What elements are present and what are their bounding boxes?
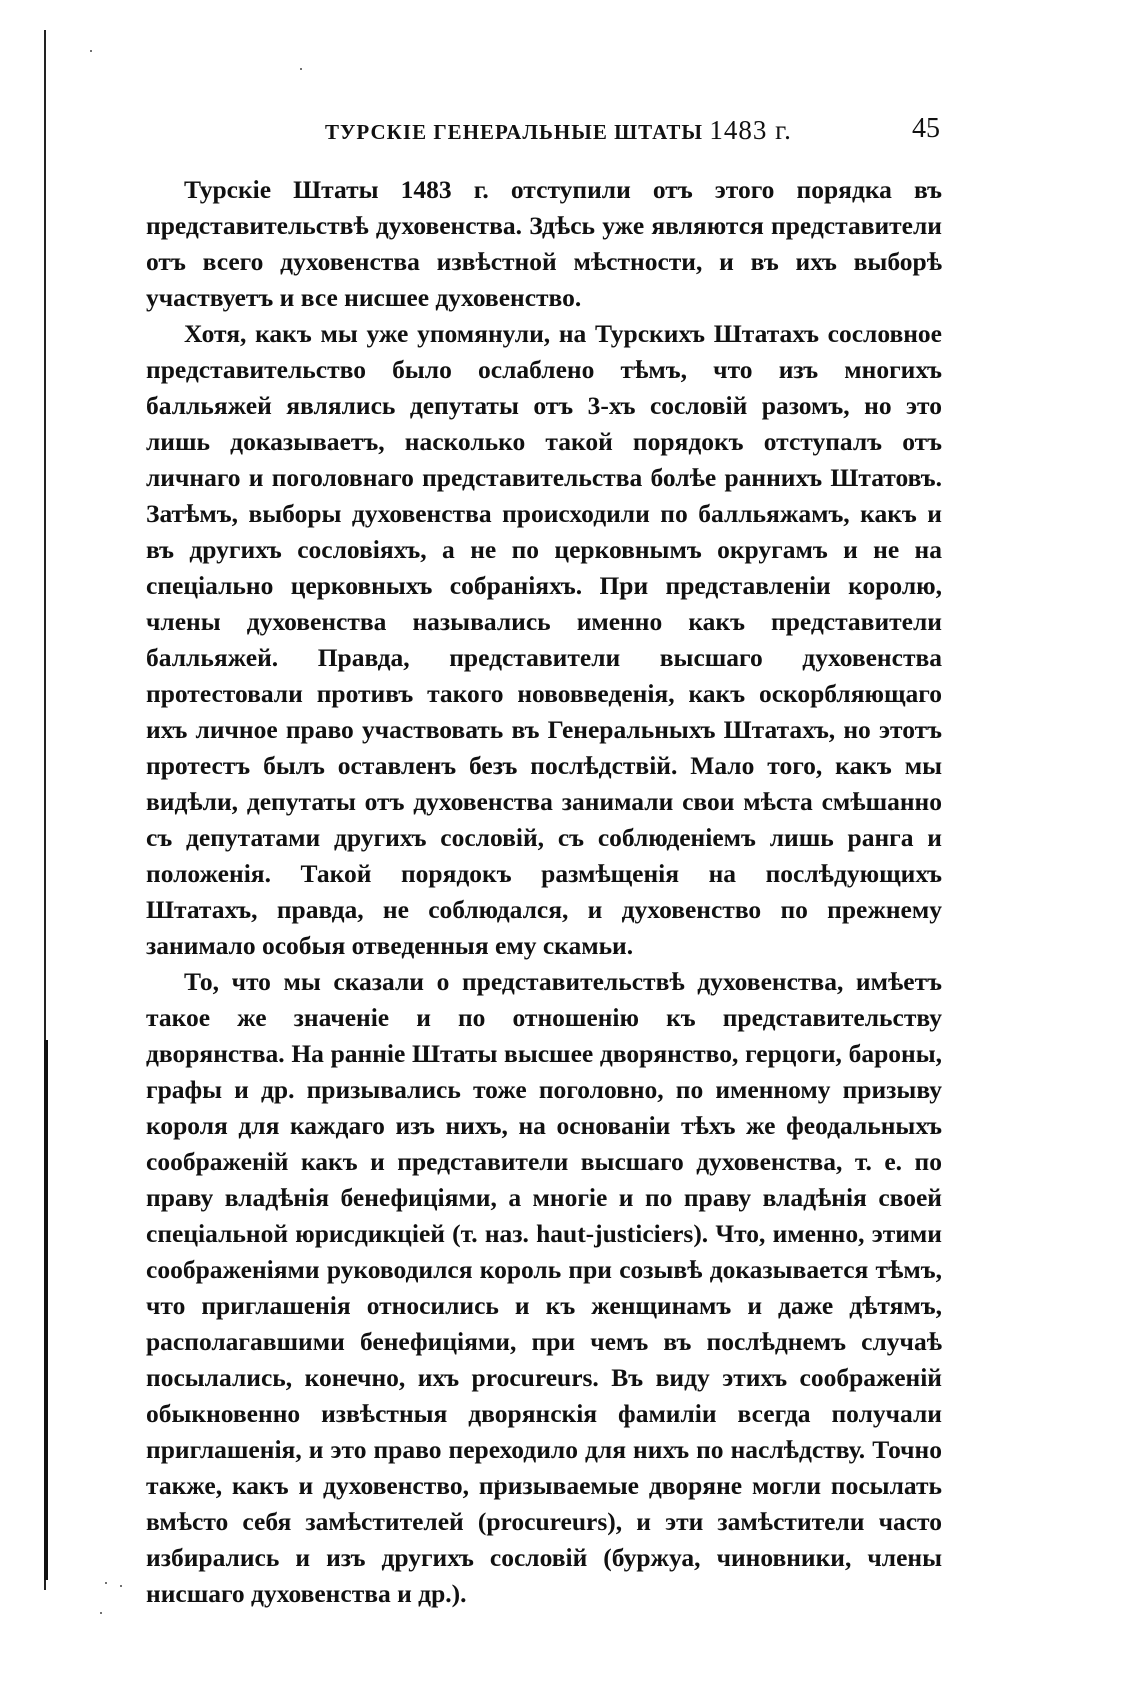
running-title-text: ТУРСКІЕ ГЕНЕРАЛЬНЫЕ ШТАТЫ [325, 120, 704, 144]
running-title-year: 1483 г. [709, 115, 792, 145]
print-speck [120, 1585, 122, 1587]
paragraph-3: То, что мы сказали о представительствѣ духовенства, имѣетъ такое же значеніе и по отношенію къ представительству дворянства. На ранніе Штаты высшее дворянство, герцоги, бароны, графы и др. призывались тоже поголовно, по именному призыву короля для каждаго изъ нихъ, на основаніи тѣхъ же феодальныхъ соображеній какъ и представители высшаго духовенства, т. е. по праву владѣнія бенефиціями, а многіе и по праву владѣнія своей спеціальной юрисдикціей (т. наз. haut-justiciers). Что, именно, этими соображеніями руководился король при созывѣ доказывается тѣмъ, что приглашенія относились и къ женщинамъ и даже дѣтямъ, располагавшими бенефиціями, при чемъ въ послѣднемъ случаѣ посылались, конечно, ихъ procureurs. Въ виду этихъ соображеній обыкновенно извѣстныя дворянскія фамиліи всегда получали приглашенія, и это право переходило для нихъ по наслѣдству. Точно также, какъ и духовенство, призываемые дворяне могли посылать вмѣсто себя замѣстителей (procureurs), и эти замѣстители часто избирались и изъ другихъ сословій (буржуа, чиновники, члены нисшаго духовенства и др.). [146, 967, 942, 1608]
print-speck [300, 68, 302, 70]
paragraph-1: Турскіе Штаты 1483 г. отступили отъ этого порядка въ представительствѣ духовенства. Здѣсь уже являются представители отъ всего духовенства извѣстной мѣстности, и въ ихъ выборѣ участвуетъ и все нисшее духовенство. [146, 175, 942, 312]
body-text [146, 172, 942, 1612]
binding-edge-shadow [44, 1040, 48, 1580]
print-speck [90, 50, 92, 52]
print-speck [100, 1612, 102, 1614]
paragraph-2: Хотя, какъ мы уже упомянули, на Турскихъ Штатахъ сословное представительство было ослаблено тѣмъ, что изъ многихъ балльяжей являлись депутаты отъ 3-хъ сословій разомъ, но это лишь доказываетъ, насколько такой порядокъ отступалъ отъ личнаго и поголовнаго представительства болѣе раннихъ Штатовъ. Затѣмъ, выборы духовенства происходили по балльяжамъ, какъ и въ другихъ сословіяхъ, а не по церковнымъ округамъ и не на спеціально церковныхъ собраніяхъ. При представленіи королю, члены духовенства назывались именно какъ представители балльяжей. Правда, представители высшаго духовенства протестовали противъ такого нововведенія, какъ оскорбляющаго ихъ личное право участвовать въ Генеральныхъ Штатахъ, но этотъ протестъ былъ оставленъ безъ послѣдствій. Мало того, какъ мы видѣли, депутаты отъ духовенства занимали свои мѣста смѣшанно съ депутатами другихъ сословій, съ соблюденіемъ лишь ранга и положенія. Такой порядокъ размѣщенія на послѣдующихъ Штатахъ, правда, не соблюдался, и духовенство по прежнему занимало особыя отведенныя ему скамьи. [146, 319, 942, 960]
page-number: 45 [912, 113, 940, 144]
running-head [170, 113, 940, 153]
running-title [325, 115, 792, 146]
print-speck [105, 1582, 107, 1584]
